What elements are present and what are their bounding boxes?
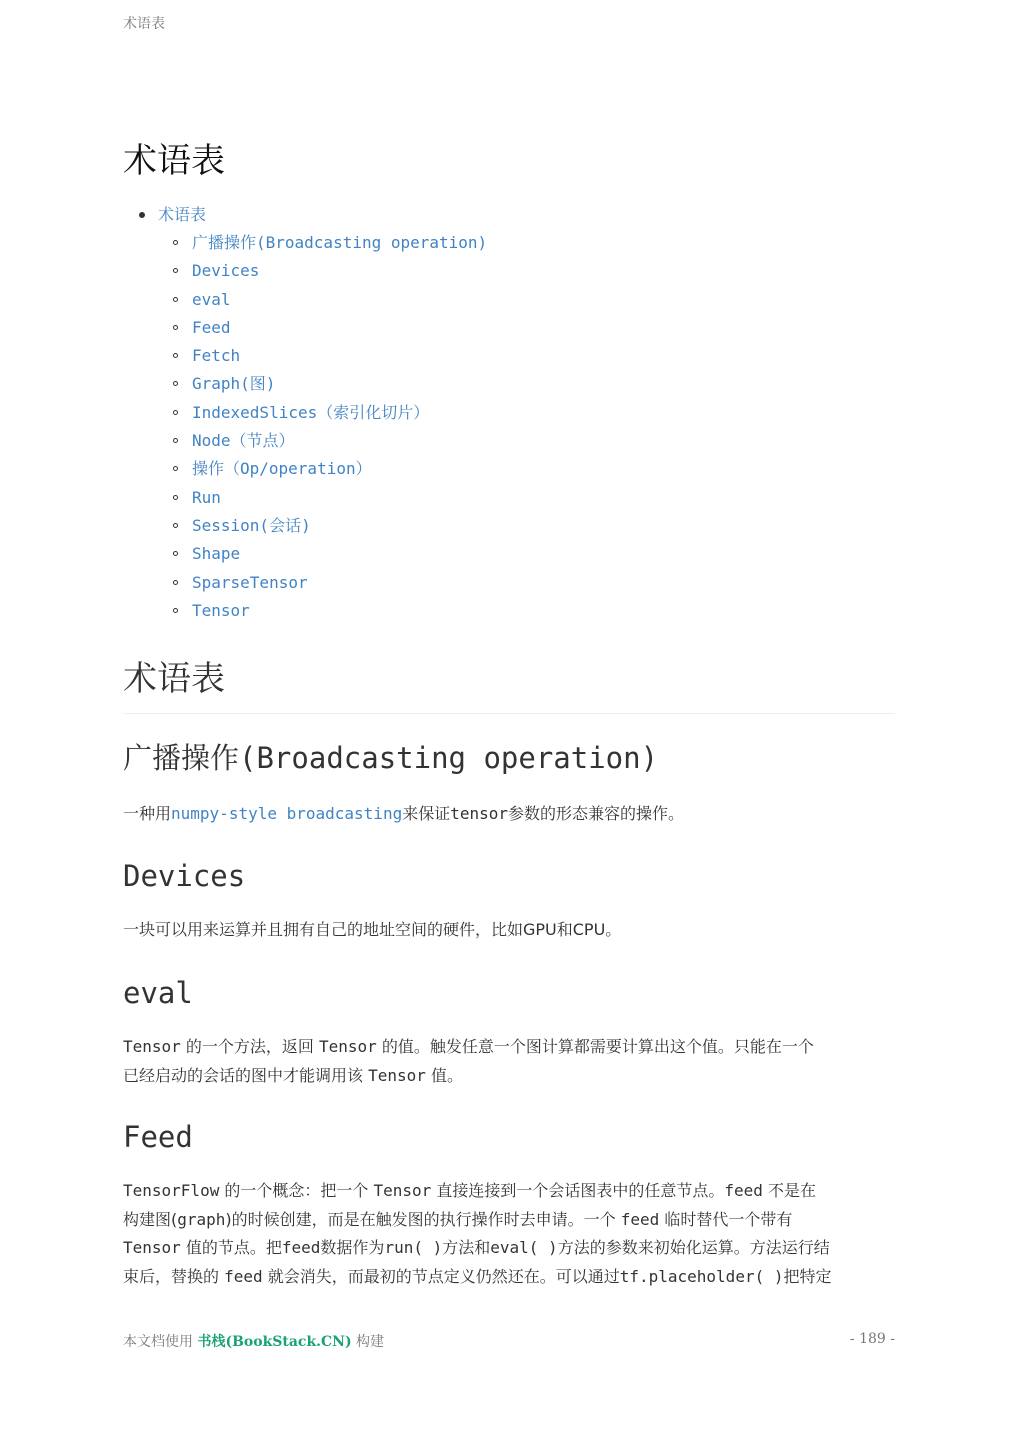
toc-link-broadcasting[interactable]: 广播操作(Broadcasting operation) xyxy=(192,233,488,252)
section-title: 术语表 xyxy=(123,656,895,714)
code-span: feed xyxy=(724,1181,763,1200)
text-span: 一种用 xyxy=(123,804,172,823)
text-span: 值的节点。把 xyxy=(180,1238,282,1257)
toc-item xyxy=(123,370,895,398)
code-span: TensorFlow xyxy=(123,1181,220,1200)
code-span: run( ) xyxy=(384,1238,443,1257)
text-span: 的值。触发任意一个图计算都需要计算出这个值。只能在一个 xyxy=(376,1037,814,1056)
text-span: 就会消失，而最初的节点定义仍然还在。可以通过 xyxy=(262,1266,620,1286)
text-span: 参数的形态兼容的操作。 xyxy=(508,804,685,823)
paragraph-eval xyxy=(123,1033,895,1090)
text-span: 方法的参数来初始化运算。方法运行结 xyxy=(557,1238,830,1257)
heading-broadcasting xyxy=(123,738,658,778)
code-span: Tensor xyxy=(123,1238,181,1257)
toc-item xyxy=(123,569,895,597)
code-span: Tensor xyxy=(368,1065,426,1085)
text-span: 构建图( xyxy=(123,1209,178,1229)
page-number: - 189 - xyxy=(849,1331,895,1347)
text-span: 不是在 xyxy=(762,1181,817,1200)
toc-link-session[interactable]: Session(会话) xyxy=(192,515,311,535)
toc-item xyxy=(123,455,895,483)
toc-item xyxy=(123,257,895,285)
text-span: 已经启动的会话的图中才能调用该 xyxy=(123,1065,369,1085)
code-span: feed xyxy=(281,1238,321,1257)
toc-root-item xyxy=(123,201,895,620)
footer-prefix: 本文档使用 xyxy=(123,1334,198,1350)
toc-item xyxy=(123,229,895,257)
heading-broadcasting-en: (Broadcasting operation) xyxy=(239,741,659,775)
toc-link-fetch[interactable]: Fetch xyxy=(192,346,241,366)
footer-credit xyxy=(123,1331,384,1351)
text-span: 束后，替换的 xyxy=(123,1266,225,1286)
heading-devices: Devices xyxy=(123,859,246,893)
toc-link-sparsetensor[interactable]: SparseTensor xyxy=(192,572,308,592)
text-span: 的一个方法，返回 xyxy=(180,1037,319,1056)
toc-item xyxy=(123,484,895,512)
paragraph-broadcasting xyxy=(123,800,895,829)
toc-link-node[interactable]: Node（节点） xyxy=(192,431,295,451)
toc-item xyxy=(123,286,895,314)
heading-broadcasting-cn: 广播操作 xyxy=(123,741,240,775)
link-numpy-broadcasting[interactable]: numpy-style broadcasting xyxy=(171,804,403,823)
toc-item xyxy=(123,342,895,370)
text-span: 的一个概念：把一个 xyxy=(219,1181,374,1200)
toc-link-shape[interactable]: Shape xyxy=(192,544,241,564)
footer-suffix: 构建 xyxy=(351,1334,385,1350)
code-span: tf.placeholder( ) xyxy=(619,1266,784,1286)
toc-item xyxy=(123,314,895,342)
toc-link-graph[interactable]: Graph(图) xyxy=(192,374,276,394)
code-span: feed xyxy=(224,1266,263,1286)
toc-item xyxy=(123,399,895,427)
toc-link-root[interactable]: 术语表 xyxy=(158,205,207,224)
toc-item xyxy=(123,512,895,540)
code-span: Tensor xyxy=(318,1037,377,1056)
code-span: tensor xyxy=(450,804,509,823)
toc-item xyxy=(123,427,895,455)
text-span: )的时候创建，而是在触发图的执行操作时去申请。一个 xyxy=(225,1209,621,1229)
code-span: graph xyxy=(177,1209,226,1229)
code-span: eval( ) xyxy=(490,1238,558,1257)
paragraph-feed xyxy=(123,1177,895,1291)
heading-eval: eval xyxy=(123,976,193,1010)
text-span: 直接连接到一个会话图表中的任意节点。 xyxy=(431,1181,725,1200)
toc-link-operation[interactable]: 操作（Op/operation） xyxy=(192,459,372,479)
heading-feed: Feed xyxy=(123,1120,193,1154)
footer-brand-link[interactable]: 书栈(BookStack.CN) xyxy=(197,1334,352,1350)
toc-link-feed[interactable]: Feed xyxy=(192,317,231,337)
toc-link-eval[interactable]: eval xyxy=(192,289,231,309)
text-span: 来保证 xyxy=(402,804,451,823)
toc-link-tensor[interactable]: Tensor xyxy=(192,600,250,620)
toc-link-indexedslices[interactable]: IndexedSlices（索引化切片） xyxy=(192,402,430,422)
text-span: 数据作为 xyxy=(320,1238,385,1257)
running-header: 术语表 xyxy=(123,16,165,32)
toc-link-devices[interactable]: Devices xyxy=(192,261,260,281)
toc-item xyxy=(123,597,895,625)
code-span: Tensor xyxy=(373,1181,432,1200)
toc-link-run[interactable]: Run xyxy=(192,487,221,507)
text-span: 值。 xyxy=(425,1065,463,1085)
table-of-contents xyxy=(123,201,895,620)
page-title: 术语表 xyxy=(123,141,225,181)
toc-sublist xyxy=(123,229,895,625)
code-span: Tensor xyxy=(123,1037,181,1056)
code-span: feed xyxy=(620,1209,660,1229)
paragraph-devices: 一块可以用来运算并且拥有自己的地址空间的硬件，比如GPU和CPU。 xyxy=(123,920,622,939)
toc-item xyxy=(123,540,895,568)
text-span: 把特定 xyxy=(783,1266,832,1286)
text-span: 方法和 xyxy=(442,1238,491,1257)
text-span: 临时替代一个带有 xyxy=(659,1209,793,1229)
